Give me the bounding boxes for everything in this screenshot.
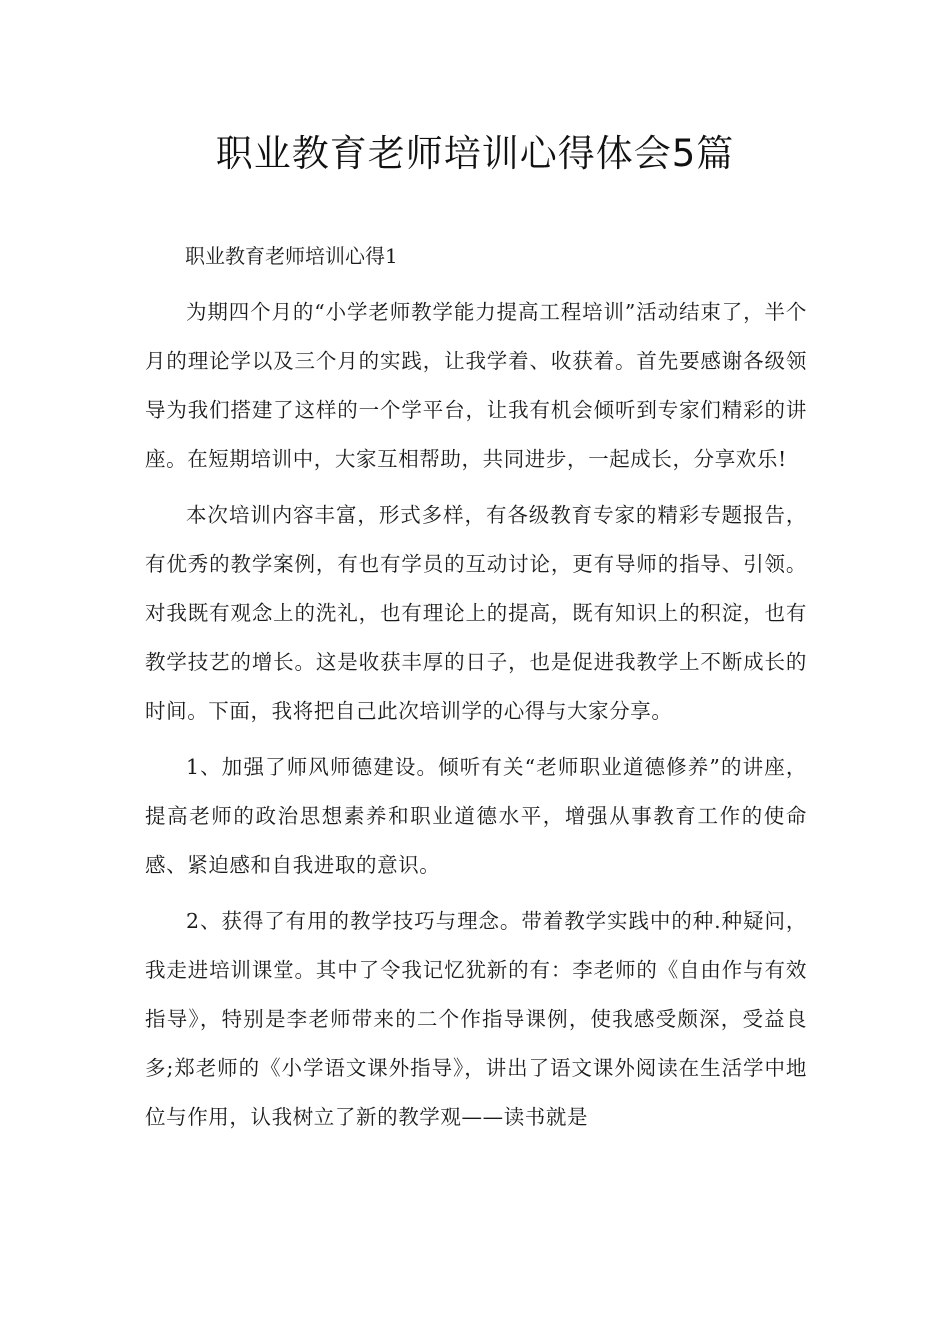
paragraph-4: 2、获得了有用的教学技巧与理念。带着教学实践中的种.种疑问，我走进培训课堂。其中了令我记忆犹新的有：李老师的《自由作与有效指导》，特别是李老师带来的二个作指导课例，使我感受颇深，受益良多;郑老师的《小学语文课外指导》，讲出了语文课外阅读在生活学中地位与作用，认我树立了新的教学观——读书就是 [145,909,807,1129]
document-body [145,232,807,1149]
document-title: 职业教育老师培训心得体会5篇 [215,132,735,175]
paragraph-1: 为期四个月的“小学老师教学能力提高工程培训”活动结束了，半个月的理论学以及三个月的实践，让我学着、收获着。首先要感谢各级领导为我们搭建了这样的一个学平台，让我有机会倾听到专家们精彩的讲座。在短期培训中，大家互相帮助，共同进步，一起成长，分享欢乐! [145,300,807,471]
paragraph-2: 本次培训内容丰富，形式多样，有各级教育专家的精彩专题报告，有优秀的教学案例，有也有学员的互动讨论，更有导师的指导、引领。对我既有观念上的洗礼，也有理论上的提高，既有知识上的积淀，也有教学技艺的增长。这是收获丰厚的日子，也是促进我教学上不断成长的时间。下面，我将把自己此次培训学的心得与大家分享。 [145,503,807,723]
paragraph-3: 1、加强了师风师德建设。倾听有关“老师职业道德修养”的讲座，提高老师的政治思想素养和职业道德水平，增强从事教育工作的使命感、紧迫感和自我进取的意识。 [145,755,807,877]
section-heading: 职业教育老师培训心得1 [185,244,398,268]
